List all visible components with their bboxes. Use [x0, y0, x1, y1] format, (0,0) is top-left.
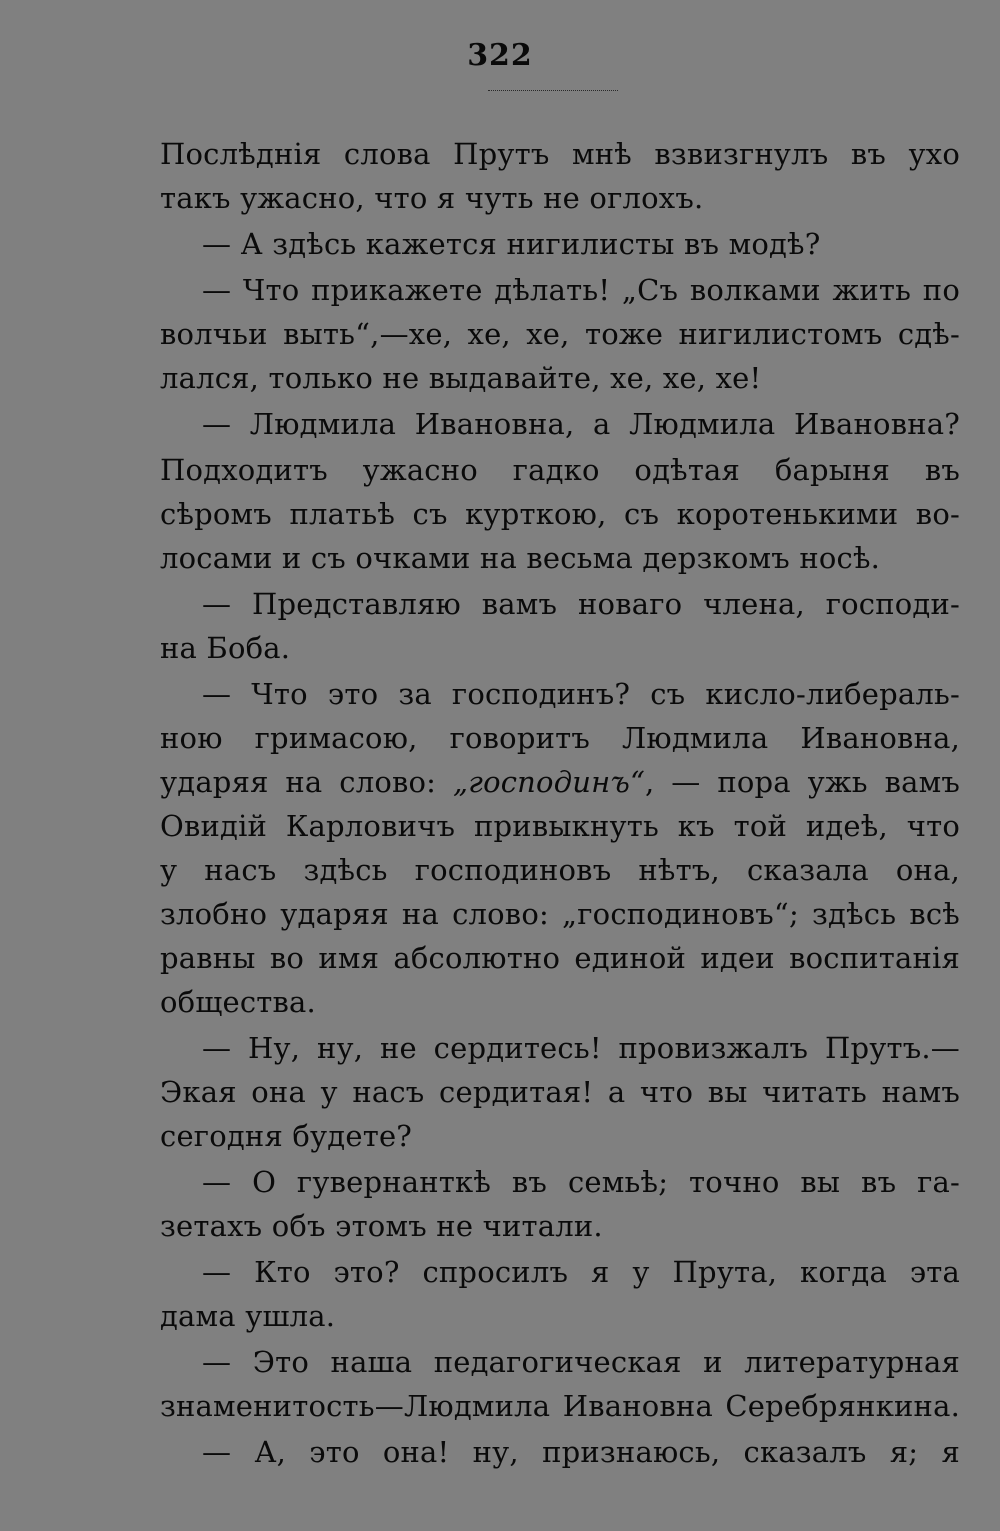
- italic-word: „господинъ“: [452, 765, 646, 799]
- text-line: — Что прикажете дѣлать! „Съ волками жить по: [202, 273, 960, 307]
- text-line: зетахъ объ этомъ не читали.: [160, 1209, 603, 1243]
- text-line: — О гувернанткѣ въ семьѣ; точно вы въ га-: [202, 1165, 960, 1199]
- text-line: Подходитъ ужасно гадко одѣтая барыня въ: [160, 453, 960, 487]
- text-line-head: ударяя на слово:: [160, 765, 453, 799]
- text-line: злобно ударяя на слово: „господиновъ“; здѣсь всѣ: [160, 897, 960, 931]
- text-line: лосами и съ очками на весьма дерзкомъ носѣ.: [160, 541, 881, 575]
- text-line: дама ушла.: [160, 1299, 336, 1333]
- text-line: такъ ужасно, что я чуть не оглохъ.: [160, 181, 704, 215]
- body-text: [160, 132, 960, 1474]
- text-line: Овидій Карловичъ привыкнуть къ той идеѣ, что: [160, 809, 960, 843]
- text-line: — Кто это? спросилъ я у Прута, когда эта: [202, 1255, 960, 1289]
- text-line: сегодня будете?: [160, 1119, 413, 1153]
- text-line: — Людмила Ивановна, а Людмила Ивановна?: [202, 407, 960, 441]
- text-line: — Это наша педагогическая и литературная: [202, 1345, 960, 1379]
- text-line: у насъ здѣсь господиновъ нѣтъ, сказала она,: [160, 853, 960, 887]
- text-line: Экая она у насъ сердитая! а что вы читать намъ: [160, 1075, 960, 1109]
- text-line: лался, только не выдавайте, хе, хе, хе!: [160, 361, 762, 395]
- text-line: на Боба.: [160, 631, 291, 665]
- text-line: — А, это она! ну, признаюсь, сказалъ я; я: [202, 1435, 960, 1469]
- text-line: — Ну, ну, не сердитесь! провизжалъ Прутъ.—: [202, 1031, 960, 1065]
- text-line: Послѣднія слова Прутъ мнѣ взвизгнулъ въ ухо: [160, 137, 960, 171]
- text-line: знаменитость—Людмила Ивановна Серебрянкина.: [160, 1389, 960, 1423]
- text-line: — А здѣсь кажется нигилисты въ модѣ?: [202, 227, 821, 261]
- page-number: 322: [0, 38, 1000, 73]
- text-line: ною гримасою, говоритъ Людмила Ивановна,: [160, 721, 960, 755]
- text-line: сѣромъ платьѣ съ курткою, съ коротенькими во-: [160, 497, 960, 531]
- text-line: волчьи выть“,—хе, хе, хе, тоже нигилистомъ сдѣ-: [160, 317, 960, 351]
- text-line-mixed: [160, 760, 960, 804]
- text-line-tail: , — пора ужь вамъ: [645, 765, 960, 799]
- text-line: равны во имя абсолютно единой идеи воспитанія: [160, 941, 960, 975]
- text-line: — Что это за господинъ? съ кисло-либераль-: [202, 677, 960, 711]
- text-line: — Представляю вамъ новаго члена, господи-: [202, 587, 960, 621]
- text-line: общества.: [160, 985, 316, 1019]
